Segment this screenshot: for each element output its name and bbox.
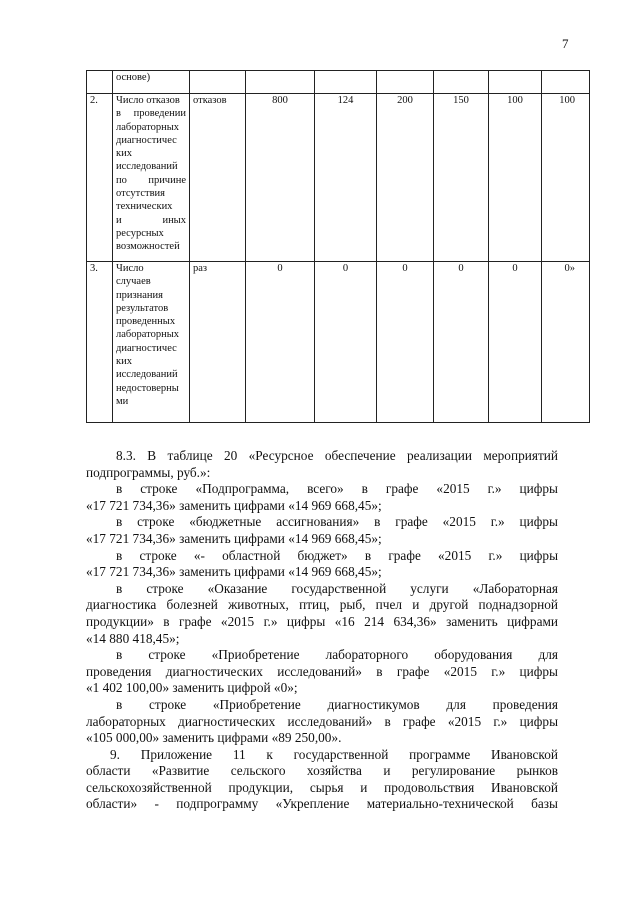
cell-value: 0	[377, 262, 434, 423]
desc-line: и иных	[116, 214, 186, 226]
desc-line: ми	[116, 395, 129, 407]
paragraph	[86, 514, 558, 547]
desc-line: Число отказов	[116, 95, 180, 106]
desc-line: недостоверны	[116, 382, 179, 394]
desc-line: отсутствия	[116, 188, 165, 200]
paragraph	[86, 481, 558, 514]
cell-num: 2.	[87, 94, 113, 262]
table-row	[87, 262, 590, 423]
text-line: в строке «Подпрограмма, всего» в графе «2015 г.» цифры	[116, 481, 558, 497]
paragraph	[86, 581, 558, 647]
text-line: 8.3. В таблице 20 «Ресурсное обеспечение реализации мероприятий	[116, 448, 558, 463]
text-line: в строке «Приобретение диагностикумов для проведения	[116, 696, 558, 712]
text-line: в строке «Оказание государственной услуги «Лабораторная	[116, 580, 558, 596]
text-line: 9. Приложение 11 к государственной программе Ивановской	[110, 746, 558, 762]
cell-value: 0	[489, 262, 542, 423]
desc-line: исследований	[116, 161, 178, 173]
table-row	[87, 94, 590, 262]
table-row	[87, 71, 590, 94]
desc-line: ких	[116, 148, 132, 160]
cell-desc	[113, 94, 190, 262]
desc-line: лабораторных	[116, 121, 180, 133]
cell-value: 200	[377, 94, 434, 262]
cell-value: 0»	[542, 262, 590, 423]
cell-value: 100	[542, 94, 590, 262]
desc-line: случаев	[116, 276, 151, 288]
indicators-table	[86, 70, 590, 423]
desc-line: по причине	[116, 174, 186, 186]
cell-num: 3.	[87, 262, 113, 423]
desc-line: ресурсных	[116, 227, 164, 239]
text-line: в строке «- областной бюджет» в графе «2015 г.» цифры	[116, 547, 558, 563]
text-line: проведения диагностических исследований» в графе «2015 г.» цифры	[86, 663, 558, 679]
cell-desc: основе)	[113, 71, 190, 94]
cell-value: 124	[315, 94, 377, 262]
paragraph	[86, 697, 558, 747]
document-body	[86, 448, 558, 813]
desc-line: Число	[116, 263, 144, 274]
text-line: области» - подпрограмму «Укрепление материально-технической базы	[86, 796, 558, 812]
page-number: 7	[562, 36, 569, 51]
text-line: области «Развитие сельского хозяйства и регулирование рынков	[86, 763, 558, 779]
desc-line: технических	[116, 201, 173, 213]
desc-line: лабораторных	[116, 329, 180, 341]
desc-line: возможностей	[116, 241, 180, 253]
text-line: лабораторных диагностических исследований» в графе «2015 г.» цифры	[86, 713, 558, 729]
text-line: подпрограммы, руб.»:	[86, 464, 211, 480]
cell-value: 150	[434, 94, 489, 262]
desc-line: диагностичес	[116, 134, 177, 146]
text-line: «1 402 100,00» заменить цифрой «0»;	[86, 680, 298, 696]
text-line: «17 721 734,36» заменить цифрами «14 969 668,45»;	[86, 530, 382, 546]
desc-line: результатов	[116, 302, 169, 314]
text-line: в строке «Приобретение лабораторного оборудования для	[116, 647, 558, 663]
text-line: «14 880 418,45»;	[86, 630, 180, 646]
desc-line: исследований	[116, 369, 178, 381]
cell-unit: раз	[190, 262, 246, 423]
desc-line: проведенных	[116, 316, 176, 328]
cell-unit: отказов	[190, 94, 246, 262]
desc-line: диагностичес	[116, 342, 177, 354]
desc-line: в проведении	[116, 108, 186, 120]
cell-value: 0	[246, 262, 315, 423]
paragraph	[86, 548, 558, 581]
text-line: продукции» в графе «2015 г.» цифры «16 214 634,36» заменить цифрами	[86, 613, 558, 629]
desc-line: признания	[116, 289, 163, 301]
text-line: в строке «бюджетные ассигнования» в графе «2015 г.» цифры	[116, 514, 558, 530]
paragraph	[86, 647, 558, 697]
cell-value: 800	[246, 94, 315, 262]
text-line: диагностика болезней животных, птиц, рыб, пчел и другой поднадзорной	[86, 597, 558, 613]
desc-line: ких	[116, 356, 132, 368]
cell-value: 0	[315, 262, 377, 423]
text-line: «105 000,00» заменить цифрами «89 250,00».	[86, 730, 342, 746]
text-line: сельскохозяйственной продукции, сырья и продовольствия Ивановской	[86, 779, 558, 795]
paragraph	[86, 747, 558, 813]
text-line: «17 721 734,36» заменить цифрами «14 969 668,45»;	[86, 497, 382, 513]
cell-value: 100	[489, 94, 542, 262]
cell-num	[87, 71, 113, 94]
text-line: «17 721 734,36» заменить цифрами «14 969 668,45»;	[86, 564, 382, 580]
cell-desc	[113, 262, 190, 423]
cell-value: 0	[434, 262, 489, 423]
paragraph	[86, 448, 558, 481]
